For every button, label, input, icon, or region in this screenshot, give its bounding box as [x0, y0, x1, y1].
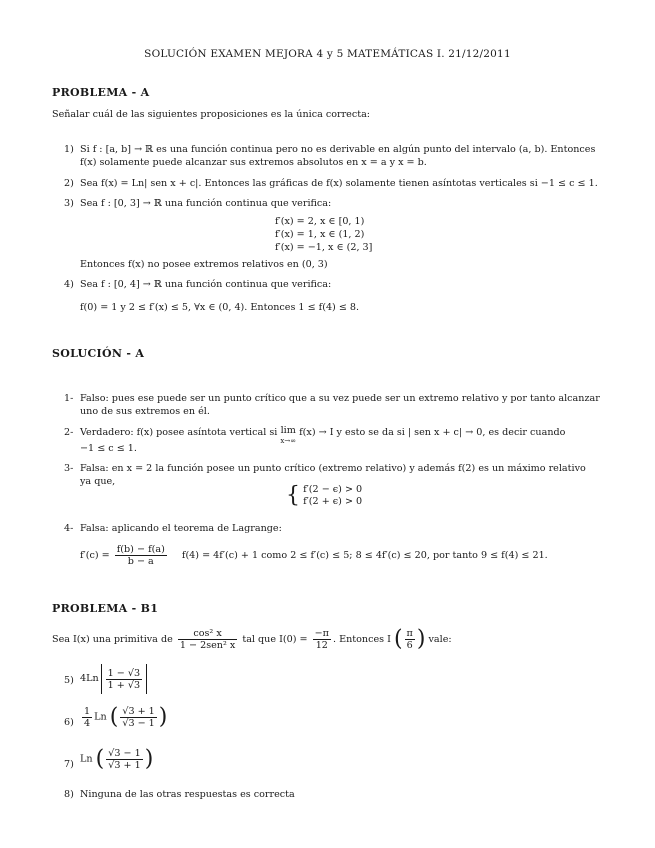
denominator: 1 + √3: [107, 679, 141, 691]
item-text: Falsa: en x = 2 la función posee un punto crítico (extremo relativo) y además f(2) es un máximo relativo: [80, 463, 586, 474]
option-number: 7): [64, 759, 74, 770]
denominator: 6: [406, 640, 413, 651]
denominator: 1 − 2sen² x: [179, 640, 236, 651]
option-formula: [80, 748, 153, 771]
text-fragment: tal que I(0) =: [242, 634, 308, 645]
fraction: [313, 628, 331, 651]
option-number: 6): [64, 717, 74, 728]
item-text: f(0) = 1 y 2 ≤ f′(x) ≤ 5, ∀x ∈ (0, 4). Entonces 1 ≤ f(4) ≤ 8.: [80, 302, 360, 313]
numerator: f(b) − f(a): [116, 544, 165, 555]
text-fragment: Sea I(x) una primitiva de: [52, 634, 173, 645]
item-text: Falso: pues ese puede ser un punto crítico que a su vez puede ser un extremo relativo y por tanto alcanzar: [80, 393, 600, 404]
numerator: −π: [314, 628, 329, 639]
left-brace: {: [286, 483, 300, 508]
option-number: 5): [64, 675, 74, 686]
paren-close: ): [416, 626, 426, 652]
paren-open: (: [393, 626, 403, 652]
text-fragment: vale:: [428, 634, 452, 645]
item-text: Sea f(x) = Ln| sen x + c|. Entonces las gráficas de f(x) solamente tienen asíntotas verticales si −1 ≤ c ≤ 1.: [80, 178, 598, 189]
prefix: Ln: [80, 753, 93, 765]
equation: f′(x) = 1, x ∈ (1, 2): [275, 229, 365, 240]
cases-system: [286, 484, 362, 508]
limit-operator: [280, 426, 296, 446]
numerator: cos² x: [178, 628, 237, 640]
numerator: √3 + 1: [122, 706, 155, 717]
problema-b1-stem: [52, 628, 452, 651]
item-text: −1 ≤ c ≤ 1.: [80, 443, 137, 454]
abs-bar: [101, 664, 102, 694]
lhs: f′(c) =: [80, 550, 110, 561]
item-text: Sea f : [0, 3] → ℝ una función continua que verifica:: [80, 198, 332, 209]
item-number: 4-: [64, 523, 74, 534]
problema-b1-heading: PROBLEMA - B1: [52, 602, 159, 615]
lim-subscript: x→∞: [280, 437, 297, 445]
fraction: [106, 748, 142, 771]
abs-bar: [146, 664, 147, 694]
item-number: 1): [64, 144, 74, 155]
denominator: √3 + 1: [108, 760, 141, 771]
case-line: f′(2 + ϵ) > 0: [303, 496, 363, 507]
fraction: [178, 628, 237, 651]
item-text: f(x) solamente puede alcanzar sus extremos absolutos en x = a y x = b.: [80, 157, 427, 168]
lagrange-equation: [80, 544, 548, 567]
fraction: [120, 706, 156, 729]
text-fragment: . Entonces I: [332, 634, 391, 645]
item-text: Sea f : [0, 4] → ℝ una función continua que verifica:: [80, 279, 332, 290]
fraction: [106, 668, 142, 691]
item-text: ya que,: [80, 476, 116, 487]
numerator: 1: [84, 706, 91, 717]
equation: f′(x) = −1, x ∈ (2, 3]: [275, 242, 373, 253]
fraction: [82, 706, 92, 729]
item-number: 2): [64, 178, 74, 189]
case-line: f′(2 − ϵ) > 0: [303, 484, 363, 495]
paren-open: (: [109, 704, 119, 730]
prefix: Ln: [94, 711, 107, 723]
denominator: b − a: [127, 556, 154, 567]
denominator: √3 − 1: [122, 718, 155, 729]
paren-close: ): [144, 746, 154, 772]
problema-a-intro: Señalar cuál de las siguientes proposiciones es la única correcta:: [52, 109, 371, 120]
fraction: [405, 628, 415, 651]
page-title: SOLUCIÓN EXAMEN MEJORA 4 y 5 MATEMÁTICAS I. 21/12/2011: [144, 48, 511, 60]
solucion-a-heading: SOLUCIÓN - A: [52, 347, 145, 360]
numerator: √3 − 1: [108, 748, 141, 759]
item-number: 3-: [64, 463, 74, 474]
option-number: 8): [64, 789, 74, 800]
item-text: [80, 426, 565, 446]
rest: f(4) = 4f′(c) + 1 como 2 ≤ f′(c) ≤ 5; 8 ≤ 4f′(c) ≤ 20, por tanto 9 ≤ f(4) ≤ 21.: [181, 550, 548, 561]
option-text: Ninguna de las otras respuestas es correcta: [80, 789, 295, 800]
equation: f′(x) = 2, x ∈ [0, 1): [275, 216, 365, 227]
option-formula: [80, 706, 167, 729]
numerator: π: [406, 628, 413, 639]
text-fragment: f(x) → I y esto se da si | sen x + c| → 0, es decir cuando: [299, 427, 566, 438]
fraction: [115, 544, 167, 567]
option-formula: [80, 664, 149, 694]
numerator: 1 − √3: [107, 667, 141, 679]
denominator: 12: [315, 640, 328, 651]
item-text: uno de sus extremos en él.: [80, 406, 210, 417]
item-number: 4): [64, 279, 74, 290]
cases-list: [303, 484, 362, 508]
item-text: Falsa: aplicando el teorema de Lagrange:: [80, 523, 282, 534]
item-number: 2-: [64, 427, 74, 438]
item-text: Si f : [a, b] → ℝ es una función continua pero no es derivable en algún punto del intervalo (a, b). Entonces: [80, 144, 596, 155]
item-number: 3): [64, 198, 74, 209]
denominator: 4: [84, 718, 91, 729]
prefix: 4Ln: [80, 673, 99, 684]
item-text: Entonces f(x) no posee extremos relativos en (0, 3): [80, 259, 328, 270]
lim-word: lim: [280, 425, 296, 436]
text-fragment: Verdadero: f(x) posee asíntota vertical si: [80, 427, 278, 438]
item-number: 1-: [64, 393, 74, 404]
problema-a-heading: PROBLEMA - A: [52, 86, 150, 99]
paren-open: (: [95, 746, 105, 772]
paren-close: ): [158, 704, 168, 730]
